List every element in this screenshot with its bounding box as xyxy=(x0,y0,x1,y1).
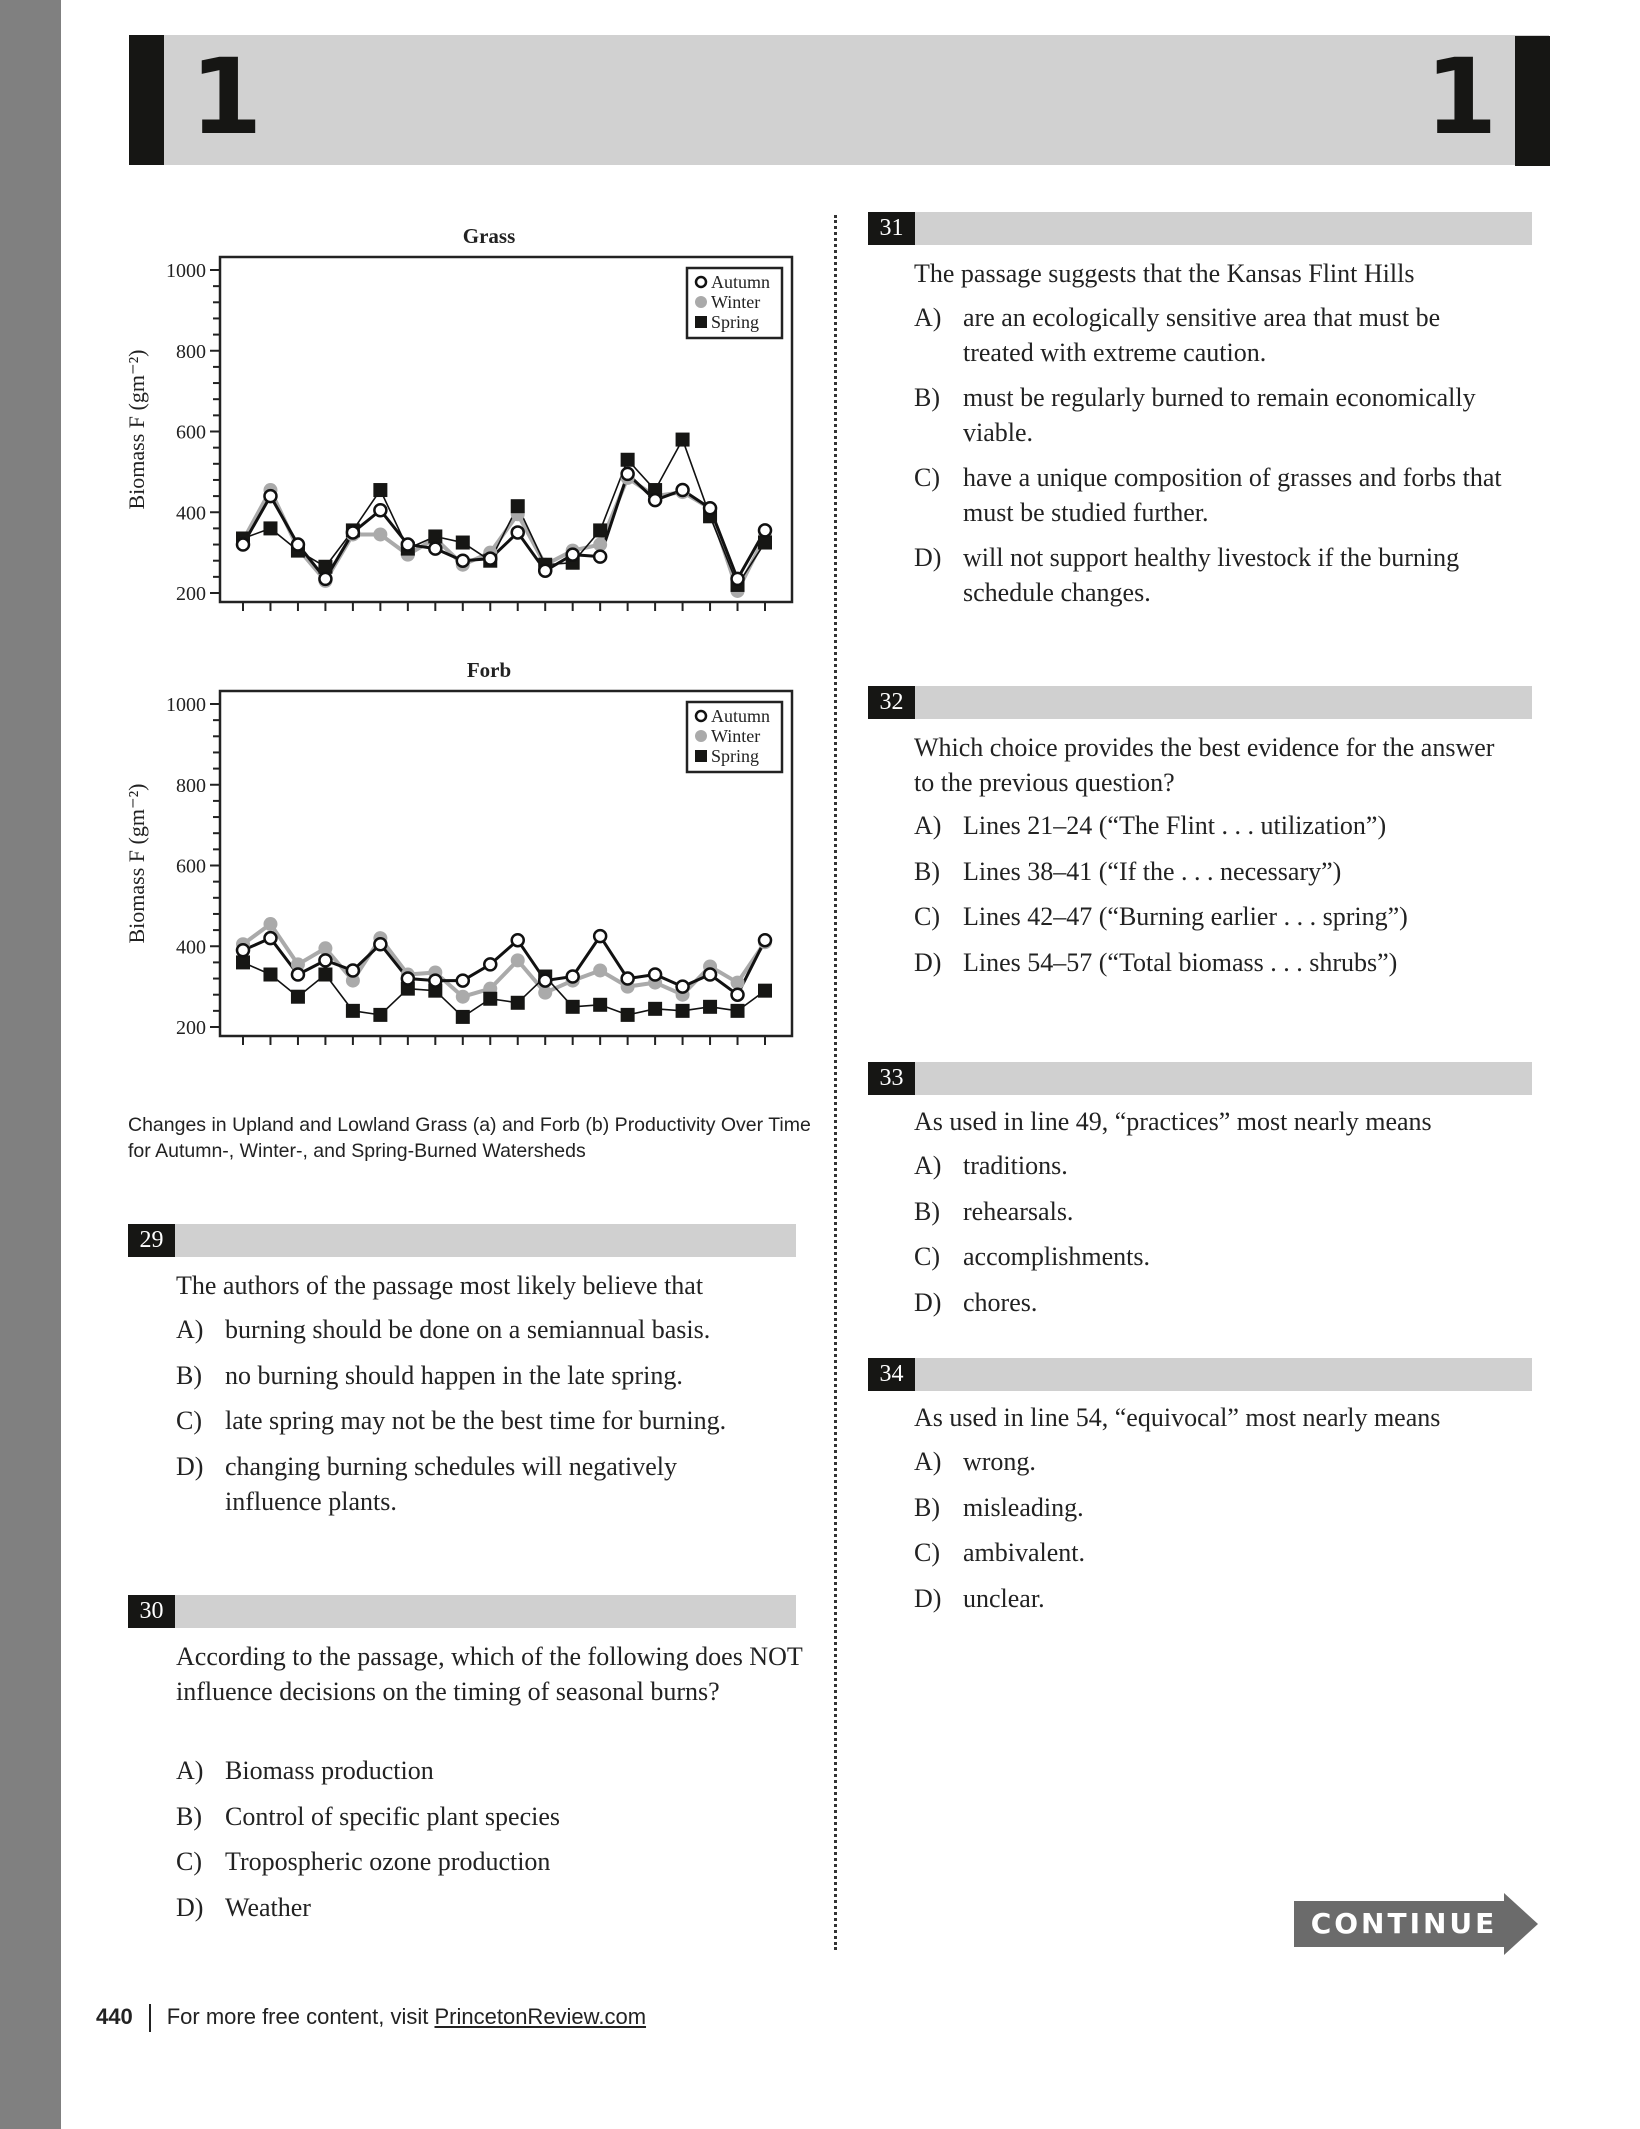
option-text: changing burning schedules will negatively influence plants. xyxy=(225,1452,678,1516)
answer-option-a[interactable] xyxy=(914,808,1534,843)
option-text: Control of specific plant species xyxy=(225,1802,561,1831)
option-letter: A) xyxy=(176,1315,204,1344)
question-number: 33 xyxy=(868,1062,915,1095)
section-number-left: 1 xyxy=(190,36,263,158)
answer-option-a[interactable] xyxy=(176,1312,796,1347)
svg-text:600: 600 xyxy=(176,421,206,444)
answer-option-d[interactable] xyxy=(914,1285,1534,1320)
question-number: 34 xyxy=(868,1358,915,1391)
answer-option-c[interactable] xyxy=(914,460,1514,530)
option-letter: C) xyxy=(914,902,940,931)
answer-option-c[interactable] xyxy=(176,1403,796,1438)
svg-text:Biomass F (gm⁻²): Biomass F (gm⁻²) xyxy=(124,783,149,944)
section-header-bar xyxy=(129,35,1549,165)
option-letter: C) xyxy=(914,1242,940,1271)
answer-option-c[interactable] xyxy=(914,899,1534,934)
option-letter: D) xyxy=(914,948,942,977)
continue-button[interactable] xyxy=(1294,1893,1538,1949)
question-header-bar xyxy=(868,212,1532,245)
answer-option-d[interactable] xyxy=(176,1449,736,1519)
question-number: 30 xyxy=(128,1595,175,1628)
question-number: 32 xyxy=(868,686,915,719)
svg-text:Spring: Spring xyxy=(711,746,760,766)
princeton-review-link[interactable]: PrincetonReview.com xyxy=(434,2004,647,2029)
question-stem: The authors of the passage most likely believe that xyxy=(176,1271,704,1300)
svg-text:200: 200 xyxy=(176,1017,206,1039)
option-letter: C) xyxy=(914,1538,940,1567)
option-letter: D) xyxy=(176,1452,204,1481)
answer-option-b[interactable] xyxy=(914,380,1534,450)
answer-option-d[interactable] xyxy=(914,1581,1534,1616)
option-text: traditions. xyxy=(963,1151,1068,1180)
answer-option-b[interactable] xyxy=(914,854,1534,889)
answer-option-a[interactable] xyxy=(914,1148,1534,1183)
option-letter: D) xyxy=(176,1893,204,1922)
answer-option-b[interactable] xyxy=(176,1358,796,1393)
question-stem: As used in line 54, “equivocal” most nearly means xyxy=(914,1403,1441,1432)
option-text: burning should be done on a semiannual basis. xyxy=(225,1315,711,1344)
answer-option-b[interactable] xyxy=(176,1799,796,1834)
option-text: have a unique composition of grasses and forbs that must be studied further. xyxy=(963,463,1502,527)
option-letter: D) xyxy=(914,543,942,572)
question-header-bar xyxy=(868,1358,1532,1391)
question-stem: According to the passage, which of the following does NOT influence decisions on the timing of seasonal burns? xyxy=(176,1642,803,1706)
answer-option-a[interactable] xyxy=(914,300,1514,370)
svg-text:1000: 1000 xyxy=(166,260,206,282)
option-text: must be regularly burned to remain economically viable. xyxy=(963,383,1476,447)
svg-text:200: 200 xyxy=(176,583,206,605)
option-letter: B) xyxy=(914,383,940,412)
option-text: are an ecologically sensitive area that must be treated with extreme caution. xyxy=(963,303,1441,367)
footer-separator xyxy=(149,2004,151,2032)
answer-option-a[interactable] xyxy=(176,1753,796,1788)
option-text: late spring may not be the best time for burning. xyxy=(225,1406,727,1435)
svg-text:400: 400 xyxy=(176,502,206,525)
forb-chart xyxy=(110,684,810,1054)
forb-chart-title: Forb xyxy=(466,658,512,682)
answer-option-d[interactable] xyxy=(176,1890,796,1925)
option-letter: B) xyxy=(914,857,940,886)
answer-option-c[interactable] xyxy=(914,1535,1534,1570)
option-text: Weather xyxy=(225,1893,311,1922)
svg-text:1000: 1000 xyxy=(166,694,206,716)
option-text: chores. xyxy=(963,1288,1038,1317)
option-letter: B) xyxy=(176,1802,202,1831)
figure-caption: Changes in Upland and Lowland Grass (a) and Forb (b) Productivity Over Time for Autumn-, Winter-, and Spring-Burned Watersheds xyxy=(128,1114,811,1162)
option-text: ambivalent. xyxy=(963,1538,1086,1567)
continue-label: CONTINUE xyxy=(1310,1907,1498,1940)
option-text: Lines 42–47 (“Burning earlier . . . spring”) xyxy=(963,902,1408,931)
option-letter: A) xyxy=(914,1151,942,1180)
option-letter: B) xyxy=(914,1197,940,1226)
option-letter: D) xyxy=(914,1584,942,1613)
option-text: Tropospheric ozone production xyxy=(225,1847,551,1876)
answer-option-d[interactable] xyxy=(914,945,1534,980)
header-right-block xyxy=(1515,36,1550,166)
svg-text:Spring: Spring xyxy=(711,312,760,332)
question-stem: As used in line 49, “practices” most nearly means xyxy=(914,1107,1432,1136)
option-letter: D) xyxy=(914,1288,942,1317)
option-text: Lines 38–41 (“If the . . . necessary”) xyxy=(963,857,1342,886)
answer-option-d[interactable] xyxy=(914,540,1514,610)
svg-text:Autumn: Autumn xyxy=(711,272,771,292)
column-divider xyxy=(834,215,837,1950)
svg-text:Biomass F (gm⁻²): Biomass F (gm⁻²) xyxy=(124,349,149,510)
option-text: wrong. xyxy=(963,1447,1036,1476)
answer-option-c[interactable] xyxy=(914,1239,1534,1274)
question-header-bar xyxy=(128,1224,796,1257)
option-letter: B) xyxy=(914,1493,940,1522)
section-number-right: 1 xyxy=(1425,36,1498,158)
option-letter: B) xyxy=(176,1361,202,1390)
svg-text:Winter: Winter xyxy=(711,726,761,746)
option-text: misleading. xyxy=(963,1493,1084,1522)
answer-option-a[interactable] xyxy=(914,1444,1534,1479)
footer-text: For more free content, visit xyxy=(166,2004,435,2029)
svg-text:800: 800 xyxy=(176,774,206,797)
option-letter: A) xyxy=(914,1447,942,1476)
option-text: Biomass production xyxy=(225,1756,434,1785)
option-text: Lines 54–57 (“Total biomass . . . shrubs”) xyxy=(963,948,1398,977)
svg-text:400: 400 xyxy=(176,936,206,959)
option-letter: C) xyxy=(176,1406,202,1435)
answer-option-b[interactable] xyxy=(914,1194,1534,1229)
option-text: rehearsals. xyxy=(963,1197,1074,1226)
header-left-block xyxy=(129,35,164,165)
answer-option-c[interactable] xyxy=(176,1844,796,1879)
option-letter: C) xyxy=(176,1847,202,1876)
grass-chart xyxy=(110,250,810,620)
option-letter: C) xyxy=(914,463,940,492)
question-header-bar xyxy=(128,1595,796,1628)
svg-text:Autumn: Autumn xyxy=(711,706,771,726)
svg-text:800: 800 xyxy=(176,340,206,363)
question-number: 31 xyxy=(868,212,915,245)
question-stem: The passage suggests that the Kansas Flint Hills xyxy=(914,259,1415,288)
question-header-bar xyxy=(868,1062,1532,1095)
question-header-bar xyxy=(868,686,1532,719)
option-text: unclear. xyxy=(963,1584,1045,1613)
question-number: 29 xyxy=(128,1224,175,1257)
option-text: will not support healthy livestock if the burning schedule changes. xyxy=(963,543,1460,607)
page-edge-stripe xyxy=(0,0,61,2129)
question-stem: Which choice provides the best evidence for the answer to the previous question? xyxy=(914,733,1495,797)
svg-text:Winter: Winter xyxy=(711,292,761,312)
answer-option-b[interactable] xyxy=(914,1490,1534,1525)
option-letter: A) xyxy=(914,811,942,840)
svg-text:600: 600 xyxy=(176,855,206,878)
option-letter: A) xyxy=(914,303,942,332)
option-letter: A) xyxy=(176,1756,204,1785)
page-footer xyxy=(96,2004,646,2032)
grass-chart-title: Grass xyxy=(462,224,516,248)
page-number: 440 xyxy=(96,2004,133,2029)
option-text: Lines 21–24 (“The Flint . . . utilization”) xyxy=(963,811,1387,840)
option-text: accomplishments. xyxy=(963,1242,1151,1271)
option-text: no burning should happen in the late spring. xyxy=(225,1361,683,1390)
